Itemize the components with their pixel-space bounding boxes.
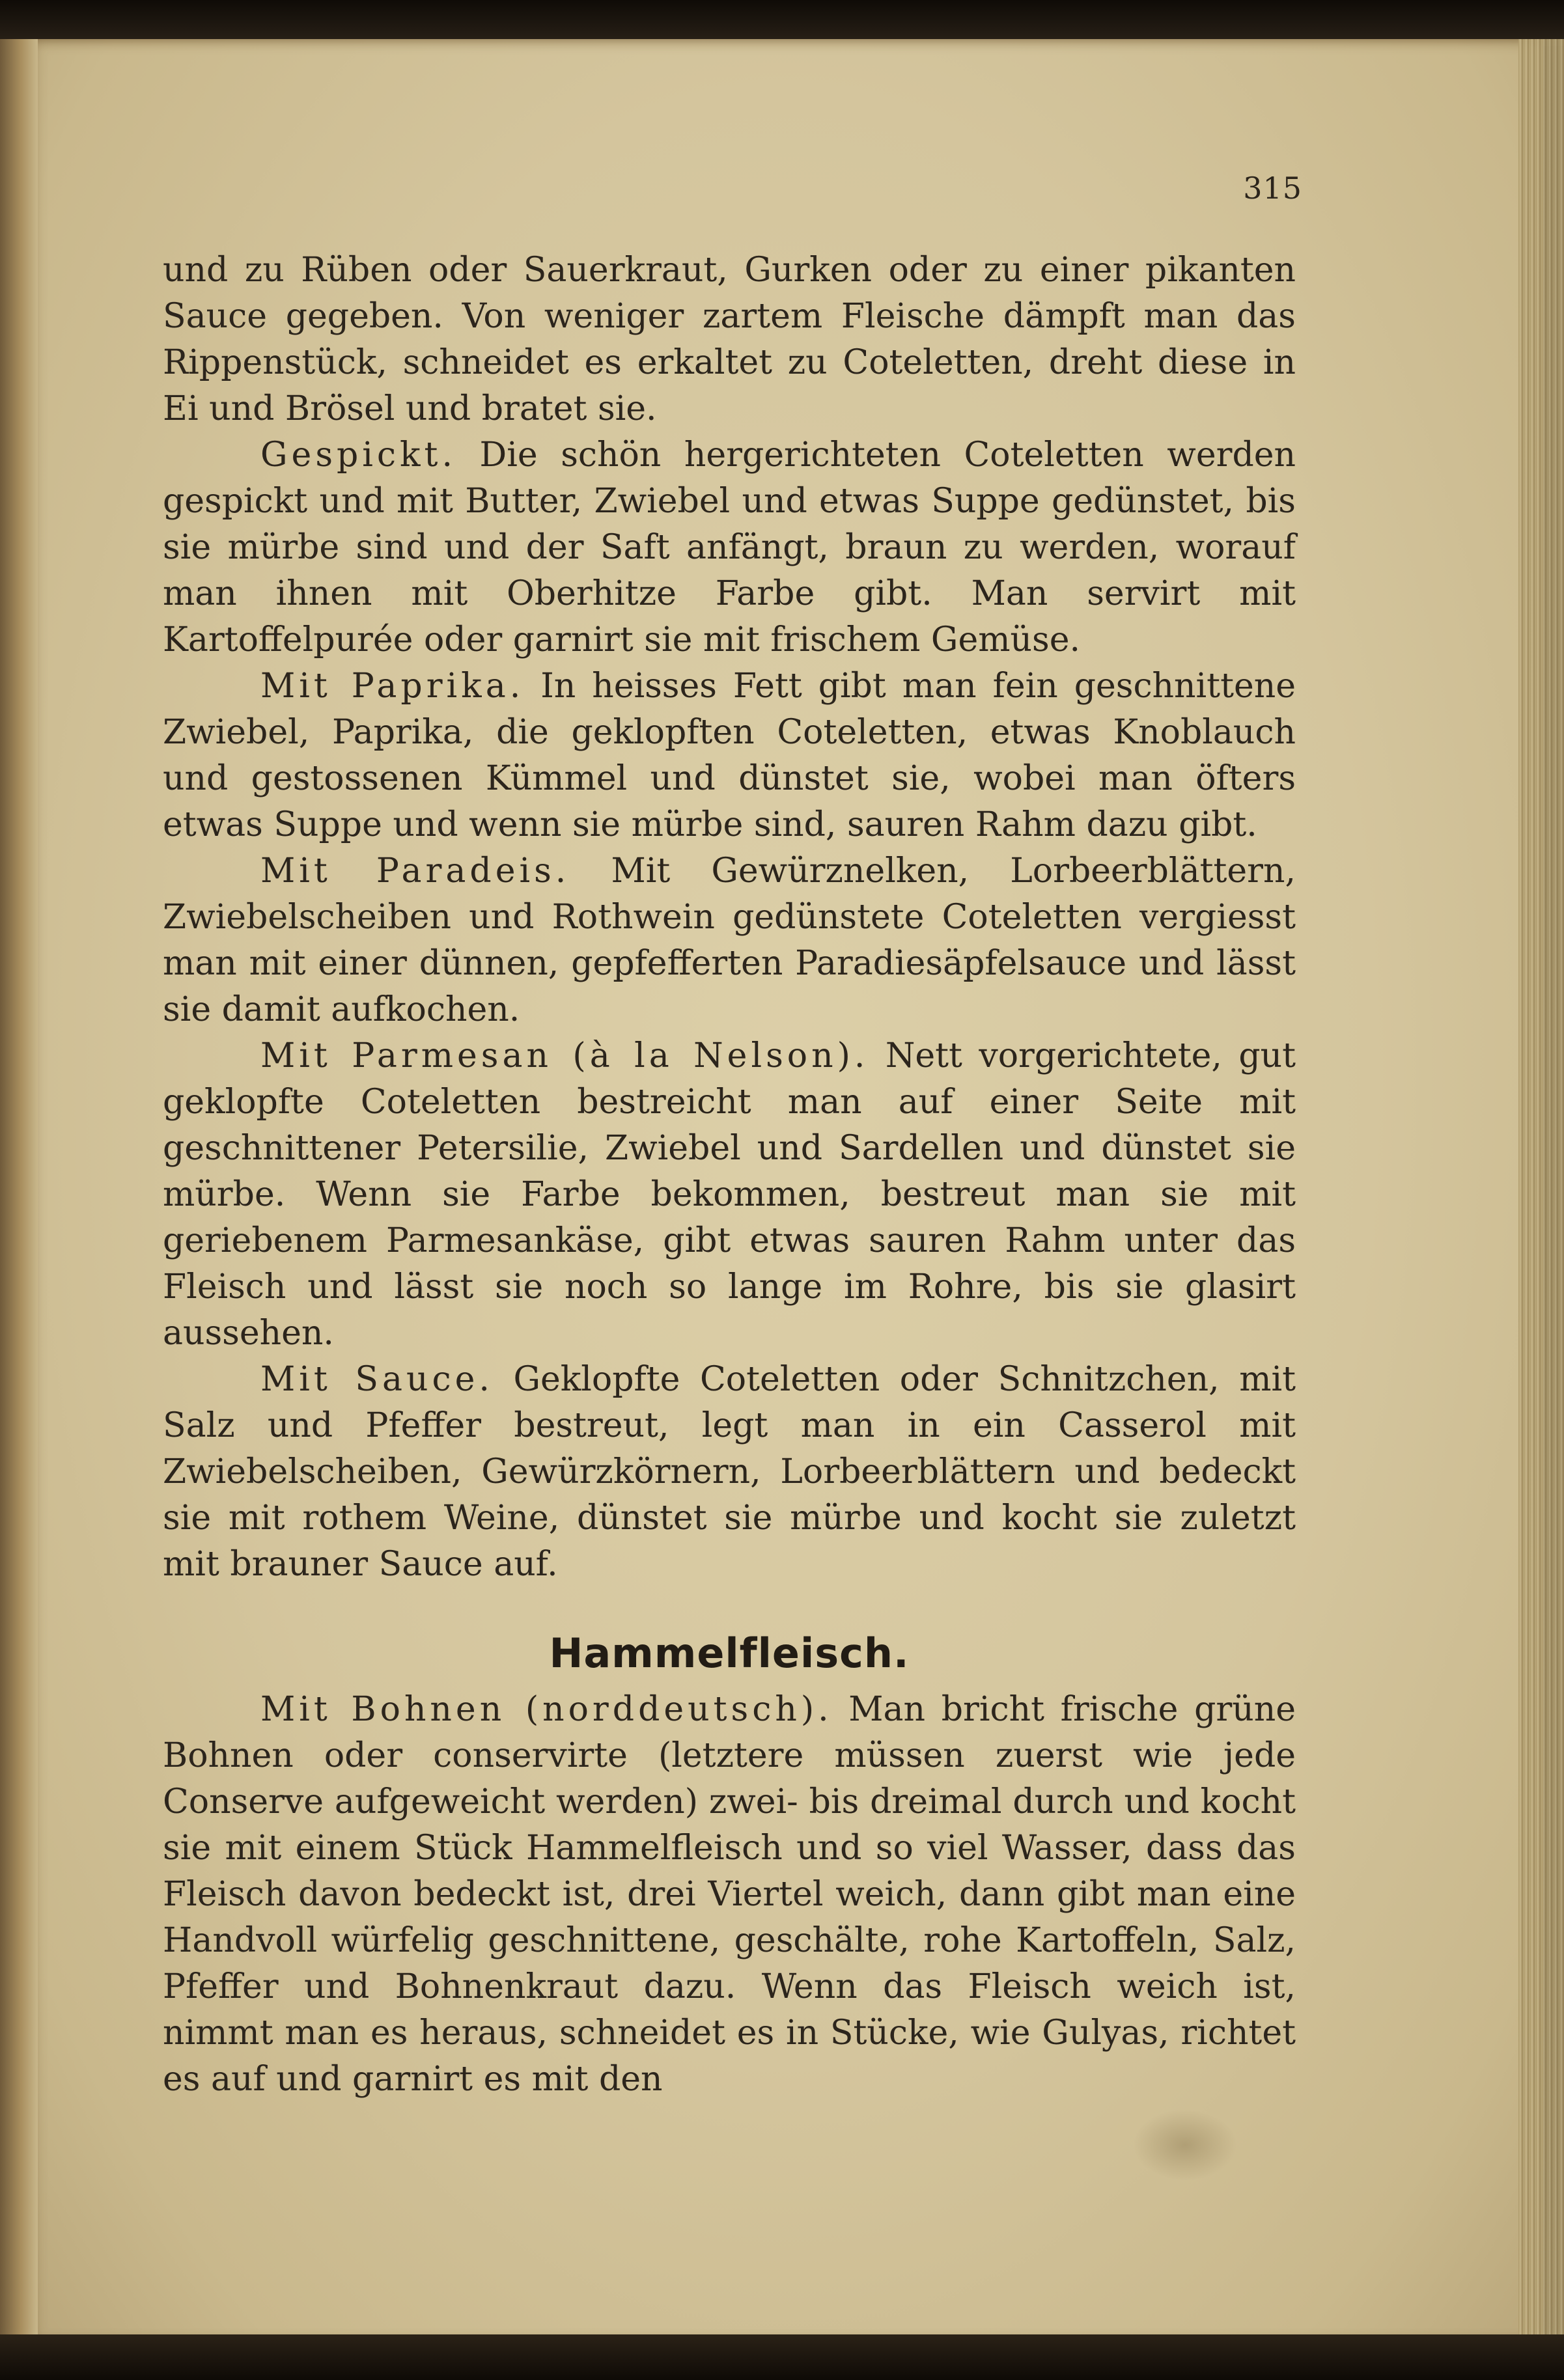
recipe-label: Mit Paradeis.	[260, 851, 570, 891]
recipe-label: Mit Bohnen (norddeutsch).	[260, 1690, 833, 1729]
page-fore-edge	[1518, 39, 1564, 2344]
paragraph-paprika	[163, 663, 1296, 848]
recipe-label: Mit Paprika.	[260, 667, 525, 706]
paragraph-text: Geklopfte Coteletten oder Schnitzchen, mit Salz und Pfeffer bestreut, legt man in ein Casserol mit Zwiebelscheiben, Gewürzkörnern, Lorbeerblättern und bedeckt sie mit rothem Weine, dünstet sie mürbe und kocht sie zuletzt mit brauner Sauce auf.	[163, 1360, 1296, 1584]
paragraph-parmesan	[163, 1033, 1296, 1357]
paragraph-text: und zu Rüben oder Sauerkraut, Gurken oder zu einer pikanten Sauce gegeben. Von weniger zartem Fleische dämpft man das Rippenstück, schneidet es erkaltet zu Coteletten, dreht diese in Ei und Brösel und bratet sie.	[163, 251, 1296, 428]
recipe-label: Mit Sauce.	[260, 1360, 494, 1399]
recipe-label: Gespickt.	[260, 436, 456, 475]
paragraph-continuation	[163, 247, 1296, 432]
page-body-text	[163, 247, 1296, 2103]
section-heading: Hammelfleisch.	[549, 1629, 910, 1677]
paper-stain	[1133, 2109, 1237, 2181]
book-gutter	[0, 39, 38, 2344]
paragraph-text: Die schön hergerichteten Coteletten werden gespickt und mit Butter, Zwiebel und etwas Suppe gedünstet, bis sie mürbe sind und der Saft anfängt, braun zu werden, worauf man ihnen mit Oberhitze Farbe gibt. Man servirt mit Kartoffelpurée oder garnirt sie mit frischem Gemüse.	[163, 436, 1296, 659]
paragraph-text: Mit Gewürznelken, Lorbeerblättern, Zwiebelscheiben und Rothwein gedünstete Coteletten vergiesst man mit einer dünnen, gepfefferten Paradiesäpfelsauce und lässt sie damit aufkochen.	[163, 851, 1296, 1029]
paragraph-text: In heisses Fett gibt man fein geschnittene Zwiebel, Paprika, die geklopften Coteletten, etwas Knoblauch und gestossenen Kümmel und dünstet sie, wobei man öfters etwas Suppe und wenn sie mürbe sind, sauren Rahm dazu gibt.	[163, 667, 1296, 844]
bottom-dark-edge	[0, 2334, 1564, 2380]
paragraph-text: Man bricht frische grüne Bohnen oder conservirte (letztere müssen zuerst wie jede Conserve aufgeweicht werden) zwei- bis dreimal durch und kocht sie mit einem Stück Hammelfleisch und so viel Wasser, dass das Fleisch davon bedeckt ist, drei Viertel weich, dann gibt man eine Handvoll würfelig geschnittene, geschälte, rohe Kartoffeln, Salz, Pfeffer und Bohnenkraut dazu. Wenn das Fleisch weich ist, nimmt man es heraus, schneidet es in Stücke, wie Gulyas, richtet es auf und garnirt es mit den	[163, 1690, 1296, 2099]
paragraph-bohnen	[163, 1687, 1296, 2103]
paragraph-text: Nett vorgerichtete, gut geklopfte Coteletten bestreicht man auf einer Seite mit geschnittener Petersilie, Zwiebel und Sardellen und dünstet sie mürbe. Wenn sie Farbe bekommen, bestreut man sie mit geriebenem Parmesankäse, gibt etwas sauren Rahm unter das Fleisch und lässt sie noch so lange im Rohre, bis sie glasirt aussehen.	[163, 1036, 1296, 1353]
page-number: 315	[1243, 171, 1302, 206]
paragraph-sauce	[163, 1357, 1296, 1588]
recipe-label: Mit Parmesan (à la Nelson).	[260, 1036, 869, 1075]
paragraph-gespickt	[163, 432, 1296, 663]
paragraph-paradeis	[163, 848, 1296, 1033]
